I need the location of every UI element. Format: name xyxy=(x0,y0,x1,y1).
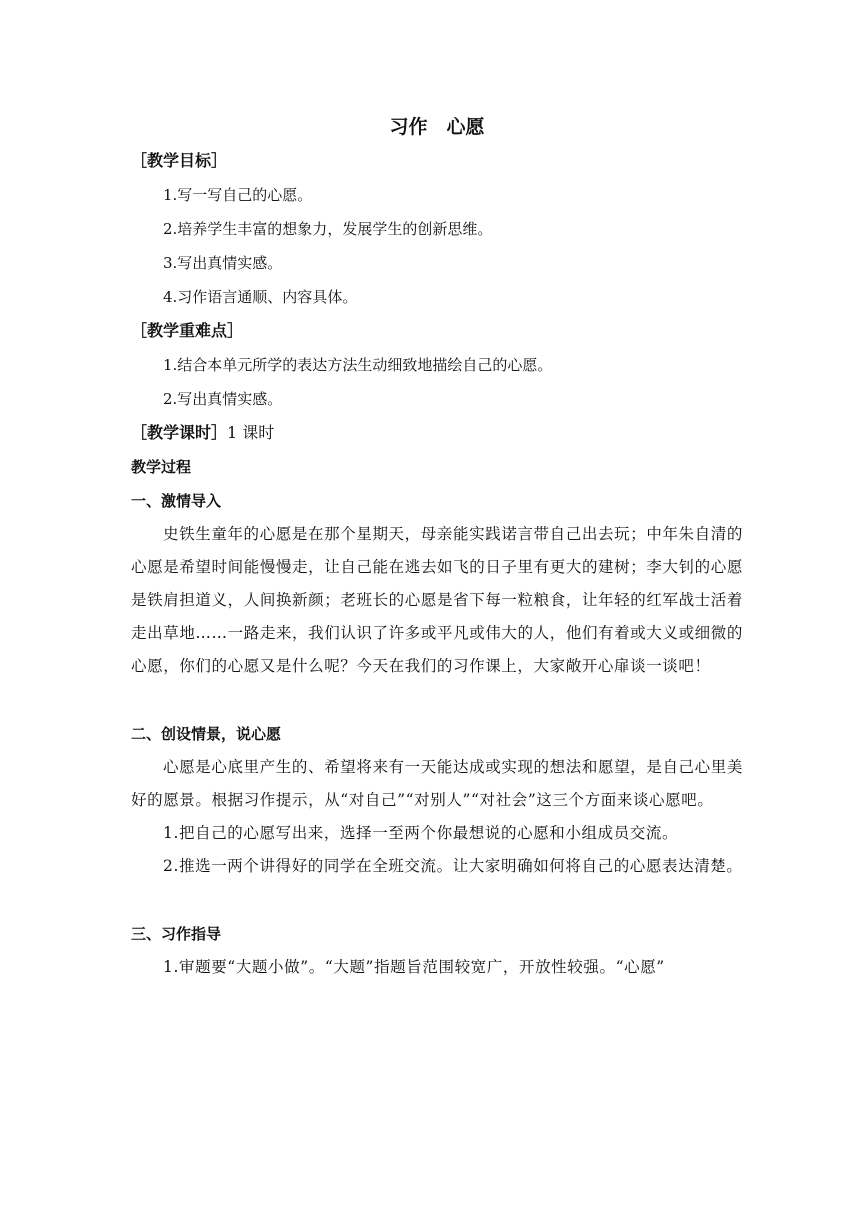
document-page xyxy=(131,110,743,984)
class-hours-value: 1 课时 xyxy=(227,423,275,442)
section3-heading: 三、习作指导 xyxy=(131,925,222,943)
section2-paragraph: 2.推选一两个讲得好的同学在全班交流。让大家明确如何将自己的心愿表达清楚。 xyxy=(163,857,743,875)
class-hours-heading: ［教学课时］ xyxy=(131,423,228,442)
goal-item: 2.培养学生丰富的想象力，发展学生的创新思维。 xyxy=(163,220,493,238)
section2-paragraph: 1.把自己的心愿写出来，选择一至两个你最想说的心愿和小组成员交流。 xyxy=(163,824,679,842)
goal-item: 3.写出真情实感。 xyxy=(163,254,283,272)
section2-paragraph: 心愿是心底里产生的、希望将来有一天能达成或实现的想法和愿望，是自己心里美好的愿景。根据习作提示，从“对自己”“对别人”“对社会”这三个方面来谈心愿吧。 xyxy=(131,758,743,809)
process-heading: 教学过程 xyxy=(131,458,192,476)
spacer xyxy=(131,883,743,917)
goals-heading: ［教学目标］ xyxy=(131,151,228,170)
page-title: 习作 心愿 xyxy=(389,116,485,138)
section3-paragraph: 1.审题要“大题小做”。“大题”指题旨范围较宽广，开放性较强。“心愿” xyxy=(163,958,665,976)
section1-paragraph: 史铁生童年的心愿是在那个星期天，母亲能实践诺言带自己出去玩；中年朱自清的心愿是希望时间能慢慢走，让自己能在逃去如飞的日子里有更大的建树；李大钊的心愿是铁肩担道义，人间换新颜；老班长的心愿是省下每一粒粮食，让年轻的红军战士活着走出草地……一路走来，我们认识了许多或平凡或伟大的人，他们有着或大义或细微的心愿，你们的心愿又是什么呢？今天在我们的习作课上，大家敞开心扉谈一谈吧！ xyxy=(131,525,743,675)
goal-item: 1.写一写自己的心愿。 xyxy=(163,186,313,204)
key-points-heading: ［教学重难点］ xyxy=(131,321,244,340)
class-hours-line xyxy=(131,416,743,450)
section1-heading: 一、激情导入 xyxy=(131,492,222,510)
spacer xyxy=(131,683,743,717)
section2-heading: 二、创设情景，说心愿 xyxy=(131,725,282,743)
goal-item: 4.习作语言通顺、内容具体。 xyxy=(163,288,358,306)
key-point-item: 2.写出真情实感。 xyxy=(163,390,283,408)
key-point-item: 1.结合本单元所学的表达方法生动细致地描绘自己的心愿。 xyxy=(163,356,553,374)
